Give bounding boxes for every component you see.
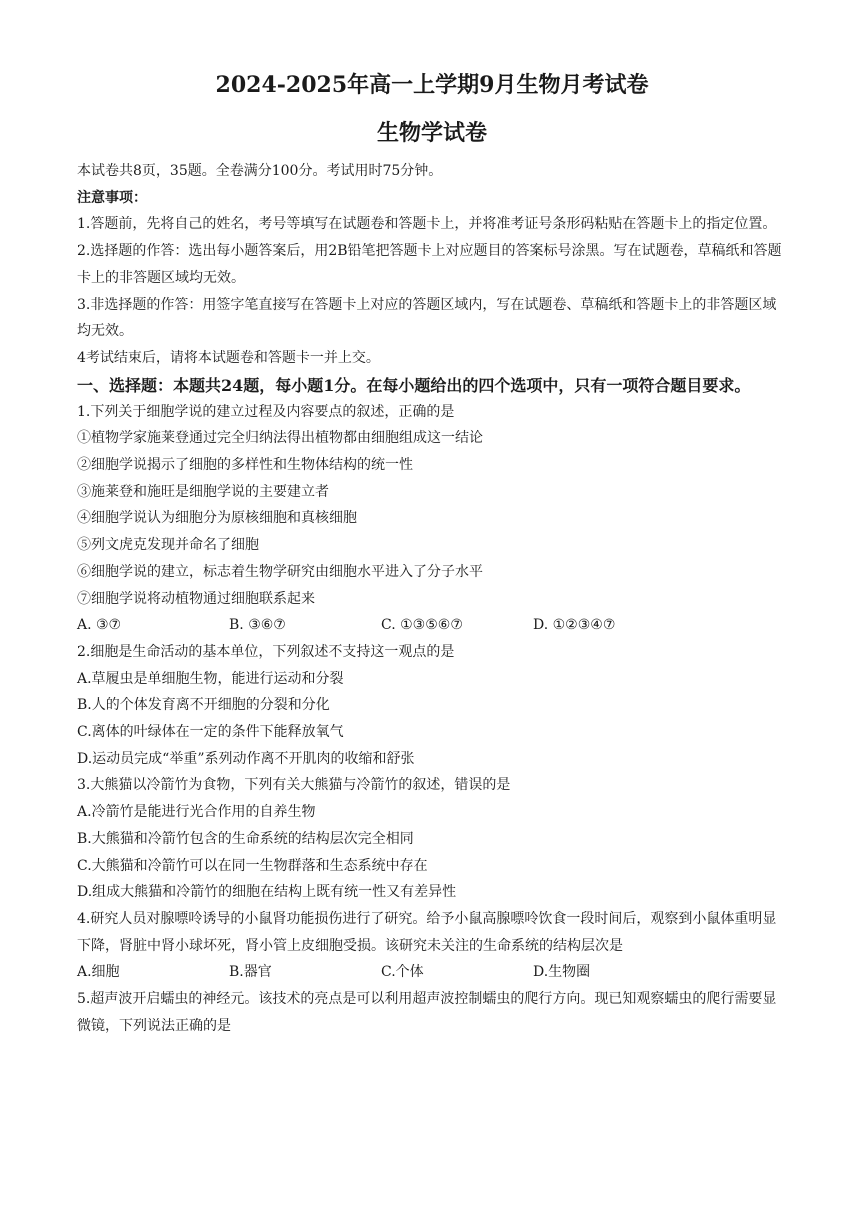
option-d: D.运动员完成“举重”系列动作离不开肌肉的收缩和舒张 xyxy=(77,750,415,767)
option-c: C.大熊猫和冷箭竹可以在同一生物群落和生态系统中存在 xyxy=(77,857,428,874)
question-1 xyxy=(77,399,787,639)
option-b: B.大熊猫和冷箭竹包含的生命系统的结构层次完全相同 xyxy=(77,830,414,847)
option-a: A.草履虫是单细胞生物，能进行运动和分裂 xyxy=(77,670,344,687)
question-stem: 1.下列关于细胞学说的建立过程及内容要点的叙述，正确的是 xyxy=(77,403,455,420)
notice-item: 1.答题前，先将自己的姓名，考号等填写在试题卷和答题卡上，并将准考证号条形码粘贴在答题卡上的指定位置。 xyxy=(77,216,777,233)
notice-item: 3.非选择题的作答：用签字笔直接写在答题卡上对应的答题区域内，写在试题卷、草稿纸和答题卡上的非答题区域均无效。 xyxy=(77,296,777,340)
statement-item: ⑤列文虎克发现并命名了细胞 xyxy=(77,537,259,554)
option-d: D.生物圈 xyxy=(533,964,591,981)
option-b: B.器官 xyxy=(229,964,272,981)
option-c: C.个体 xyxy=(381,964,424,981)
answer-options xyxy=(77,959,787,986)
question-2 xyxy=(77,639,787,773)
notice-item: 2.选择题的作答：选出每小题答案后，用2B铅笔把答题卡上对应题目的答案标号涂黑。写在试题卷，草稿纸和答题卡上的非答题区域均无效。 xyxy=(77,243,782,286)
statement-item: ②细胞学说揭示了细胞的多样性和生物体结构的统一性 xyxy=(77,457,413,474)
question-stem: 5.超声波开启蠕虫的神经元。该技术的亮点是可以利用超声波控制蠕虫的爬行方向。现已知观察蠕虫的爬行需要显微镜，下列说法正确的是 xyxy=(77,991,777,1034)
option-b: B.人的个体发育离不开细胞的分裂和分化 xyxy=(77,697,330,714)
statement-item: ①植物学家施莱登通过完全归纳法得出植物都由细胞组成这一结论 xyxy=(77,430,483,447)
notice-heading: 注意事项： xyxy=(77,189,147,206)
question-stem: 4.研究人员对腺嘌呤诱导的小鼠肾功能损伤进行了研究。给予小鼠高腺嘌呤饮食一段时间后，观察到小鼠体重明显下降，肾脏中肾小球坏死，肾小管上皮细胞受损。该研究未关注的生命系统的结构层次是 xyxy=(77,910,777,954)
option-d: D.组成大熊猫和冷箭竹的细胞在结构上既有统一性又有差异性 xyxy=(77,884,457,901)
section-heading: 一、选择题：本题共24题，每小题1分。在每小题给出的四个选项中，只有一项符合题目要求。 xyxy=(77,375,751,395)
statement-item: ④细胞学说认为细胞分为原核细胞和真核细胞 xyxy=(77,510,357,527)
statement-item: ⑦细胞学说将动植物通过细胞联系起来 xyxy=(77,590,315,607)
question-5 xyxy=(77,986,787,1039)
page-subtitle: 生物学试卷 xyxy=(376,120,487,146)
option-d: D. ①②③④⑦ xyxy=(533,617,616,634)
question-stem: 2.细胞是生命活动的基本单位，下列叙述不支持这一观点的是 xyxy=(77,643,455,660)
option-b: B. ③⑥⑦ xyxy=(229,617,286,634)
option-a: A. ③⑦ xyxy=(77,617,122,634)
question-stem: 3.大熊猫以冷箭竹为食物，下列有关大熊猫与冷箭竹的叙述，错误的是 xyxy=(77,777,511,794)
statement-item: ⑥细胞学说的建立，标志着生物学研究由细胞水平进入了分子水平 xyxy=(77,563,483,580)
option-a: A.冷箭竹是能进行光合作用的自养生物 xyxy=(77,804,316,821)
page-title: 2024-2025年高一上学期9月生物月考试卷 xyxy=(215,72,649,98)
answer-options xyxy=(77,612,787,639)
option-c: C.离体的叶绿体在一定的条件下能释放氧气 xyxy=(77,724,344,741)
question-3 xyxy=(77,772,787,906)
option-c: C. ①③⑤⑥⑦ xyxy=(381,617,463,634)
option-a: A.细胞 xyxy=(77,964,120,981)
statement-item: ③施莱登和施旺是细胞学说的主要建立者 xyxy=(77,483,329,500)
question-4 xyxy=(77,906,787,986)
exam-intro: 本试卷共8页，35题。全卷满分100分。考试用时75分钟。 xyxy=(77,163,443,179)
notice-item: 4考试结束后，请将本试题卷和答题卡一并上交。 xyxy=(77,349,380,366)
exam-page xyxy=(77,70,787,1040)
